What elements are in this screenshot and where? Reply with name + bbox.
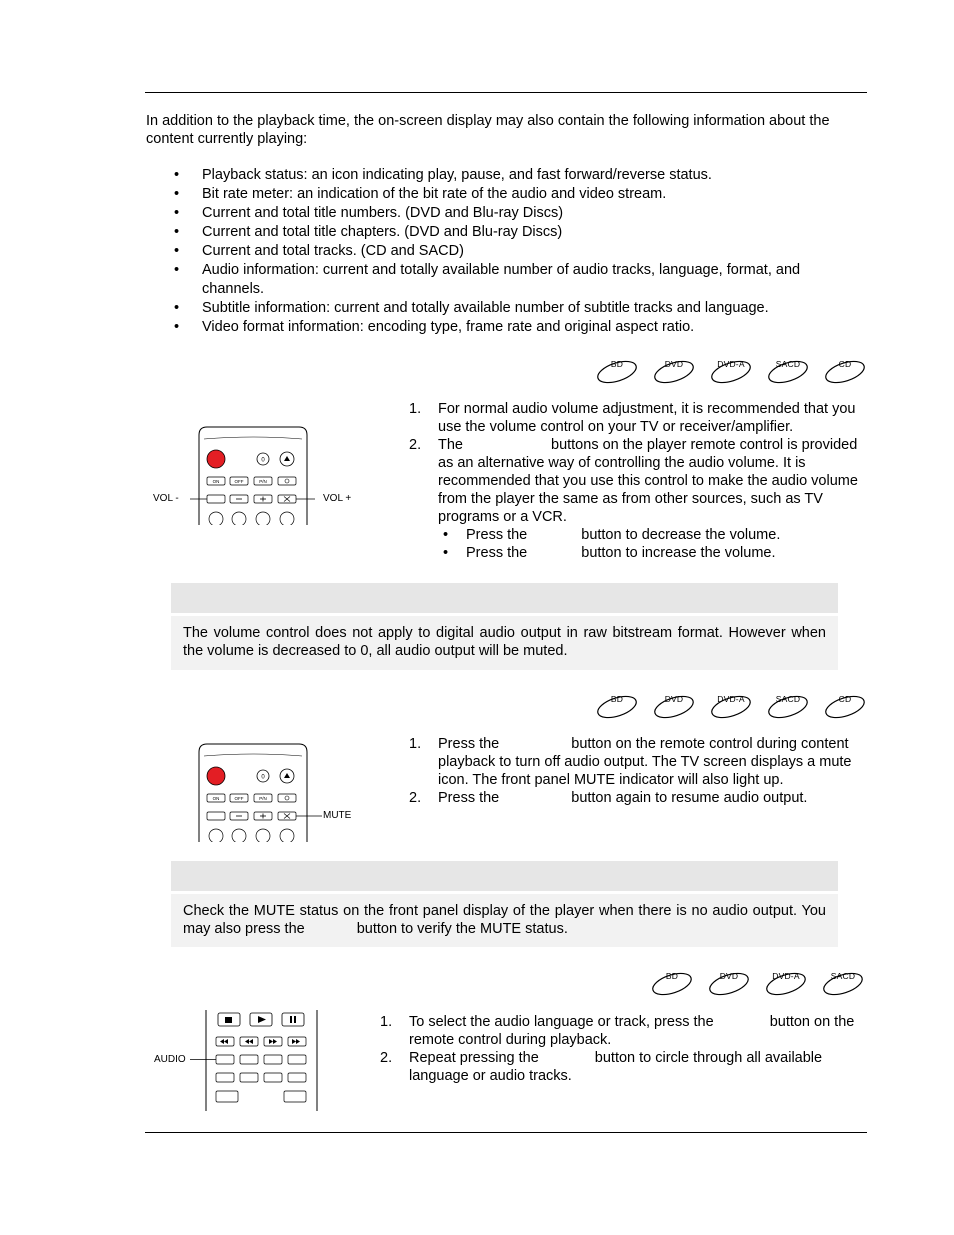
list-item: • Audio information: current and totally available number of audio tracks, language, format, and channels. xyxy=(146,261,866,299)
osd-info-list xyxy=(146,166,866,337)
list-item: • Current and total tracks. (CD and SACD) xyxy=(146,242,866,261)
bd-disc-icon: BD xyxy=(595,357,639,387)
svg-text:ON: ON xyxy=(212,479,220,484)
bd-disc-icon: BD xyxy=(595,692,639,722)
list-item: 1. Press the button on the remote control during content playback to turn off audio output. The TV screen displays a mute icon. The front panel MUTE indicator will also light up. xyxy=(409,736,852,788)
vol-minus-label: VOL - xyxy=(153,493,179,504)
vol-plus-label: VOL + xyxy=(323,493,352,504)
svg-text:P/N: P/N xyxy=(259,479,267,484)
dvd-audio-disc-icon: DVD-A xyxy=(709,692,753,722)
volume-remote-illustration xyxy=(190,425,315,525)
volume-note-body: The volume control does not apply to digital audio output in raw bitstream format. However when the volume is decreased to 0, all audio output will be muted. xyxy=(171,616,838,670)
list-item: 1. For normal audio volume adjustment, it is recommended that you use the volume control on your TV or receiver/amplifier. xyxy=(409,401,856,435)
list-item: • Subtitle information: current and totally available number of subtitle tracks and language. xyxy=(146,299,866,318)
dvd-disc-icon: DVD xyxy=(652,692,696,722)
dvd-audio-disc-icon: DVD-A xyxy=(709,357,753,387)
header-rule xyxy=(145,92,867,93)
list-item: • Current and total title chapters. (DVD and Blu-ray Discs) xyxy=(146,223,866,242)
list-item: • Video format information: encoding type, frame rate and original aspect ratio. xyxy=(146,318,866,337)
svg-text:OFF: OFF xyxy=(234,796,244,801)
dvd-disc-icon: DVD xyxy=(707,969,751,999)
list-item: • Playback status: an icon indicating play, pause, and fast forward/reverse status. xyxy=(146,166,866,185)
svg-text:0: 0 xyxy=(261,774,265,781)
volume-steps xyxy=(409,400,865,562)
sacd-disc-icon: SACD xyxy=(766,692,810,722)
audio-label: AUDIO xyxy=(154,1054,186,1065)
list-item: 2. The buttons on the player remote control is provided as an alternative way of controlling the audio volume. It is recommended that you use this control to make the audio volume from the player the same as from other sources, such as TV programs or a VCR. • Press the button to decrease the volume. • Press the button to increase the volume. xyxy=(409,436,865,562)
sacd-disc-icon: SACD xyxy=(766,357,810,387)
dvd-disc-icon: DVD xyxy=(652,357,696,387)
list-item: • Bit rate meter: an indication of the bit rate of the audio and video stream. xyxy=(146,185,866,204)
power-button-icon xyxy=(207,767,225,785)
mute-remote-illustration xyxy=(190,742,330,842)
mute-note-body: Check the MUTE status on the front panel display of the player when there is no audio output. You may also press the button to verify the MUTE status. xyxy=(171,894,838,947)
list-item: • Current and total title numbers. (DVD and Blu-ray Discs) xyxy=(146,204,866,223)
list-item: 1. To select the audio language or track, press the button on the remote control during playback. xyxy=(380,1014,855,1048)
footer-rule xyxy=(145,1132,867,1133)
power-button-icon xyxy=(207,450,225,468)
list-item: 2. Press the button again to resume audio output. xyxy=(409,790,808,806)
list-item: • Press the button to increase the volume. xyxy=(438,544,865,562)
intro-paragraph: In addition to the playback time, the on-screen display may also contain the following information about the content currently playing: xyxy=(146,113,830,147)
audio-remote-illustration xyxy=(190,1010,325,1112)
svg-text:OFF: OFF xyxy=(234,479,244,484)
cd-disc-icon: CD xyxy=(823,692,867,722)
mute-steps xyxy=(409,735,865,807)
mute-note-header xyxy=(171,861,838,891)
cd-disc-icon: CD xyxy=(823,357,867,387)
audio-steps xyxy=(380,1013,866,1085)
list-item: • Press the button to decrease the volume. xyxy=(438,526,865,544)
dvd-audio-disc-icon: DVD-A xyxy=(764,969,808,999)
bd-disc-icon: BD xyxy=(650,969,694,999)
mute-label: MUTE xyxy=(323,810,352,821)
volume-note-header xyxy=(171,583,838,613)
svg-text:P/N: P/N xyxy=(259,796,267,801)
svg-text:0: 0 xyxy=(261,457,265,464)
list-item: 2. Repeat pressing the button to circle through all available language or audio tracks. xyxy=(380,1050,823,1084)
svg-text:ON: ON xyxy=(212,796,220,801)
sacd-disc-icon: SACD xyxy=(821,969,865,999)
